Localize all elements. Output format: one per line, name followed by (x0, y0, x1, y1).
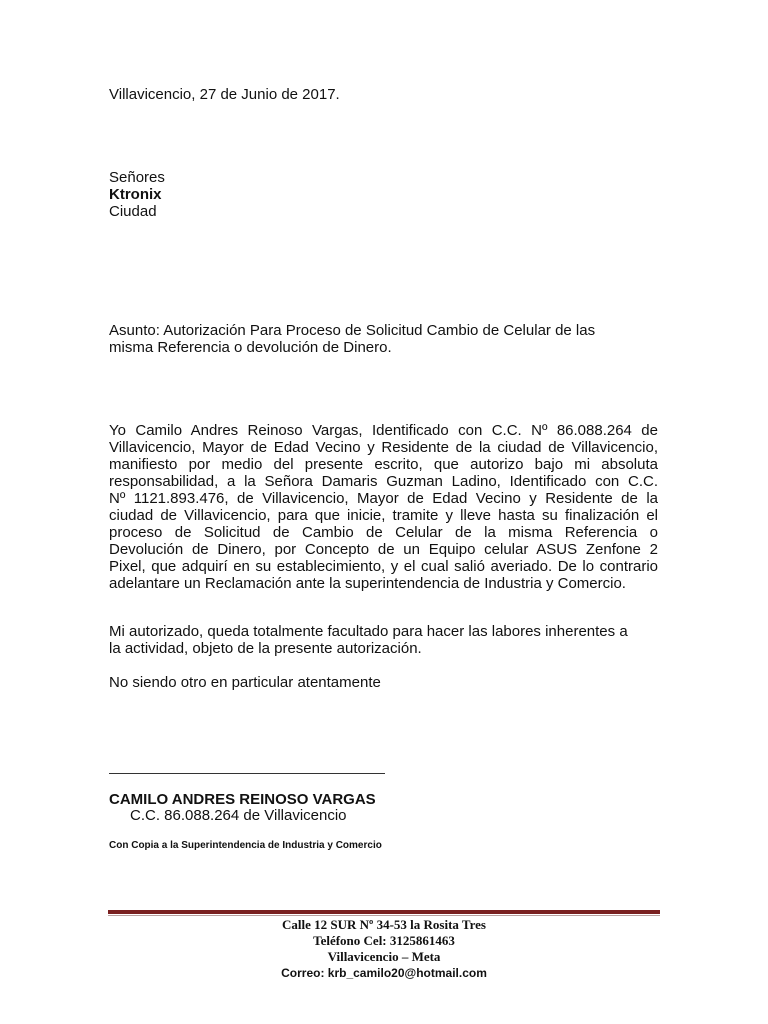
closing-line: No siendo otro en particular atentamente (109, 674, 381, 691)
body-line: proceso de Solicitud de Cambio de Celular de la misma Referencia o (109, 524, 658, 541)
authorization-line: la actividad, objeto de la presente autorización. (109, 640, 422, 657)
footer-divider-shadow (108, 915, 660, 916)
authorization-paragraph (109, 623, 657, 657)
body-line: ciudad de Villavicencio, para que inicie, tramite y lleve hasta su finalización el (109, 507, 658, 524)
recipient-block (109, 169, 165, 220)
body-line: Devolución de Dinero, por Concepto de un Equipo celular ASUS Zenfone 2 (109, 541, 658, 558)
body-line: Nº 1121.893.476, de Villavicencio, Mayor de Edad Vecino y Residente de la (109, 490, 658, 507)
subject-block (109, 322, 657, 356)
body-line: Villavicencio, Mayor de Edad Vecino y Residente de la ciudad de Villavicencio, (109, 439, 658, 456)
body-line: Pixel, que adquirí en su establecimiento, y el cual salió averiado. De lo contrario (109, 558, 658, 575)
footer-block (108, 917, 660, 981)
subject-line: misma Referencia o devolución de Dinero. (109, 339, 392, 356)
footer-location: Villavicencio – Meta (327, 949, 441, 964)
subject-line: Asunto: Autorización Para Proceso de Solicitud Cambio de Celular de las (109, 322, 596, 339)
body-line: manifiesto por medio del presente escrito, que autorizo bajo mi absoluta (109, 456, 658, 473)
footer-divider (108, 910, 660, 914)
recipient-city: Ciudad (109, 203, 157, 220)
footer-phone: Teléfono Cel: 3125861463 (313, 933, 455, 948)
body-line: responsabilidad, a la Señora Damaris Guzman Ladino, Identificado con C.C. (109, 473, 658, 490)
copy-note: Con Copia a la Superintendencia de Industria y Comercio (109, 840, 382, 851)
body-paragraph (109, 422, 658, 592)
body-line: Yo Camilo Andres Reinoso Vargas, Identificado con C.C. Nº 86.088.264 de (109, 422, 658, 439)
body-line: adelantare un Reclamación ante la superintendencia de Industria y Comercio. (109, 575, 626, 592)
signature-id: C.C. 86.088.264 de Villavicencio (130, 807, 347, 824)
authorization-line: Mi autorizado, queda totalmente facultado para hacer las labores inherentes a (109, 623, 628, 640)
signature-name: CAMILO ANDRES REINOSO VARGAS (109, 791, 376, 808)
recipient-salutation: Señores (109, 169, 165, 186)
recipient-company: Ktronix (109, 186, 162, 203)
signature-line (109, 773, 385, 774)
footer-address: Calle 12 SUR Nº 34-53 la Rosita Tres (282, 917, 486, 932)
footer-email: Correo: krb_camilo20@hotmail.com (281, 966, 487, 980)
date-line: Villavicencio, 27 de Junio de 2017. (109, 86, 340, 103)
